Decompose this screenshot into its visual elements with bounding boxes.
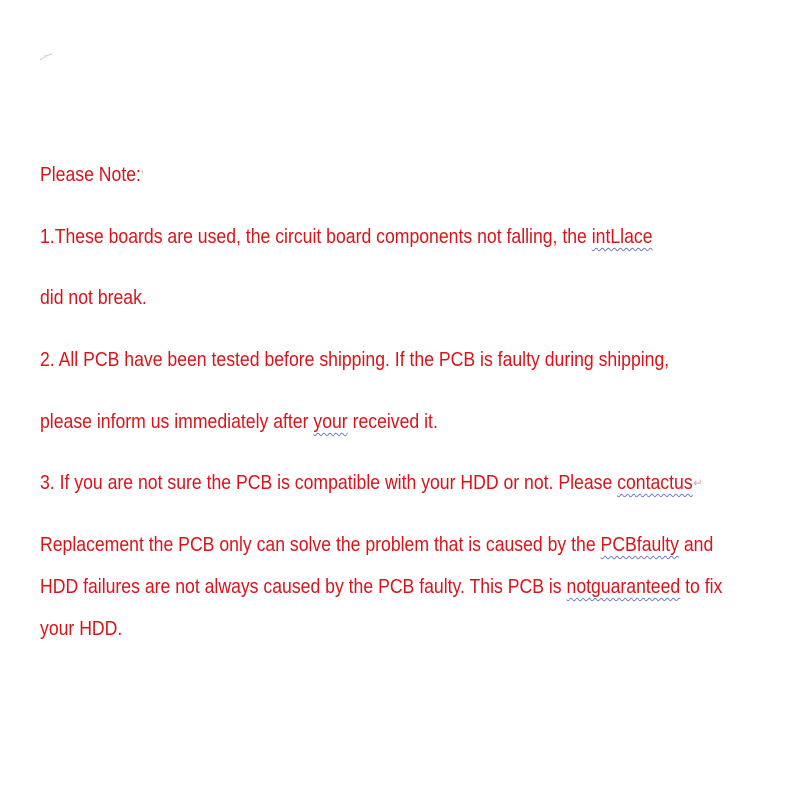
spellcheck-word-contactus: contactus bbox=[617, 471, 693, 494]
note-heading-text: Please Note: bbox=[40, 163, 141, 186]
note-line-7-suffix: to fix bbox=[680, 575, 723, 598]
note-line-6 bbox=[40, 532, 713, 558]
note-line-1-text: 1.These boards are used, the circuit board components not falling, the bbox=[40, 225, 592, 248]
note-heading bbox=[40, 162, 144, 188]
note-line-2-text: did not break. bbox=[40, 286, 147, 309]
note-line-6-prefix: Replacement the PCB only can solve the problem that is caused by the bbox=[40, 533, 601, 556]
note-line-5 bbox=[40, 470, 702, 496]
spellcheck-word-pcbfaulty: PCBfaulty bbox=[600, 533, 679, 556]
note-line-7 bbox=[40, 574, 722, 600]
spellcheck-word-your: your bbox=[313, 410, 348, 433]
paragraph-mark-icon: ʻ bbox=[141, 168, 145, 182]
note-line-1 bbox=[40, 224, 653, 250]
note-line-4-prefix: please inform us immediately after bbox=[40, 410, 314, 433]
note-line-6-suffix: and bbox=[678, 533, 714, 556]
note-line-5-prefix: 3. If you are not sure the PCB is compatible with your HDD or not. Please bbox=[40, 471, 618, 494]
faint-corner-mark bbox=[38, 48, 54, 64]
note-line-4 bbox=[40, 409, 438, 435]
spellcheck-word-notguaranteed: notguaranteed bbox=[566, 575, 681, 598]
note-line-7-prefix: HDD failures are not always caused by the PCB faulty. This PCB is bbox=[40, 575, 567, 598]
note-line-4-suffix: received it. bbox=[347, 410, 438, 433]
note-line-2 bbox=[40, 285, 147, 311]
cropped-title-fragment bbox=[370, 0, 500, 6]
paragraph-mark-icon: ↵ bbox=[693, 476, 703, 490]
note-line-8-text: your HDD. bbox=[40, 617, 123, 640]
note-line-3 bbox=[40, 347, 669, 373]
note-line-3-text: 2. All PCB have been tested before shipping. If the PCB is faulty during shipping, bbox=[40, 348, 670, 371]
note-line-8 bbox=[40, 616, 122, 642]
spellcheck-word-intllace: intLlace bbox=[591, 225, 653, 248]
